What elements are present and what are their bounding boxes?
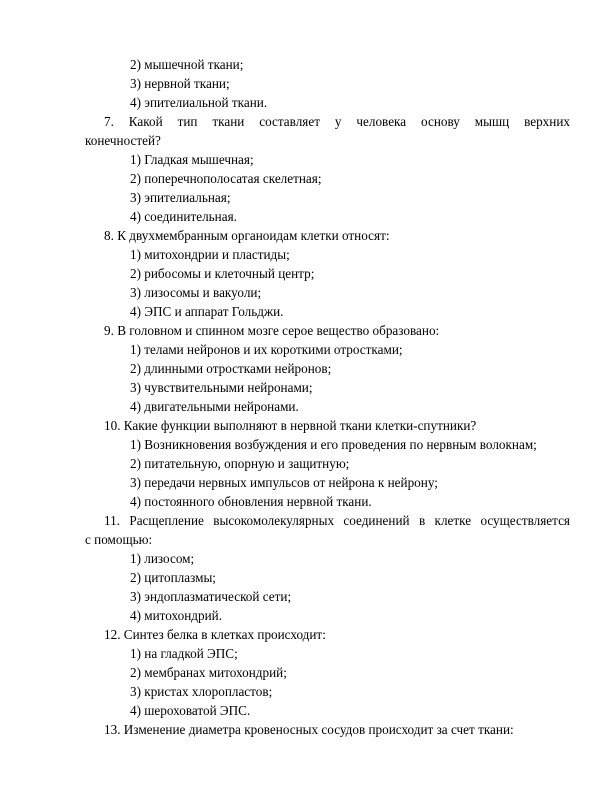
question-9: 9. В головном и спинном мозге серое вещество образовано: <box>104 323 440 338</box>
option-line: 1) Гладкая мышечная; <box>130 152 254 167</box>
question-10: 10. Какие функции выполняют в нервной ткани клетки-спутники? <box>104 418 477 433</box>
question-12: 12. Синтез белка в клетках происходит: <box>104 627 326 642</box>
option-line: 2) рибосомы и клеточный центр; <box>130 266 315 281</box>
option-line: 4) постоянного обновления нервной ткани. <box>130 494 372 509</box>
option-line: 3) эпителиальная; <box>130 190 231 205</box>
option-line: 2) длинными отростками нейронов; <box>130 361 332 376</box>
option-line: 2) питательную, опорную и защитную; <box>130 456 350 471</box>
option-line: 4) ЭПС и аппарат Гольджи. <box>130 304 284 319</box>
option-line: 3) нервной ткани; <box>130 76 230 91</box>
option-line: 1) телами нейронов и их короткими отростками; <box>130 342 403 357</box>
option-line: 4) шероховатой ЭПС. <box>130 703 251 718</box>
option-line: 2) мембранах митохондрий; <box>130 665 287 680</box>
option-line: 3) передачи нервных импульсов от нейрона к нейрону; <box>130 475 438 490</box>
option-line: 3) чувствительными нейронами; <box>130 380 313 395</box>
question-8: 8. К двухмембранным органоидам клетки относят: <box>104 228 390 243</box>
option-line: 4) эпителиальной ткани. <box>130 95 268 110</box>
option-line: 3) эндоплазматической сети; <box>130 589 292 604</box>
option-line: 1) на гладкой ЭПС; <box>130 646 238 661</box>
option-line: 1) лизосом; <box>130 551 195 566</box>
option-line: 2) цитоплазмы; <box>130 570 216 585</box>
option-line: 2) мышечной ткани; <box>130 57 244 72</box>
option-line: 4) двигательными нейронами. <box>130 399 299 414</box>
option-line: 3) кристах хлоропластов; <box>130 684 273 699</box>
option-line: 1) Возникновения возбуждения и его проведения по нервным волокнам; <box>130 437 537 452</box>
question-11-continuation: с помощью: <box>85 532 153 547</box>
question-7-continuation: конечностей? <box>85 133 161 148</box>
option-line: 4) митохондрий. <box>130 608 222 623</box>
option-line: 1) митохондрии и пластиды; <box>130 247 290 262</box>
option-line: 4) соединительная. <box>130 209 237 224</box>
option-line: 3) лизосомы и вакуоли; <box>130 285 262 300</box>
question-7: 7. Какой тип ткани составляет у человека основу мышц верхних <box>104 114 570 129</box>
question-13: 13. Изменение диаметра кровеносных сосудов происходит за счет ткани: <box>104 722 514 737</box>
question-11: 11. Расщепление высокомолекулярных соединений в клетке осуществляется <box>104 513 570 528</box>
option-line: 2) поперечнополосатая скелетная; <box>130 171 322 186</box>
